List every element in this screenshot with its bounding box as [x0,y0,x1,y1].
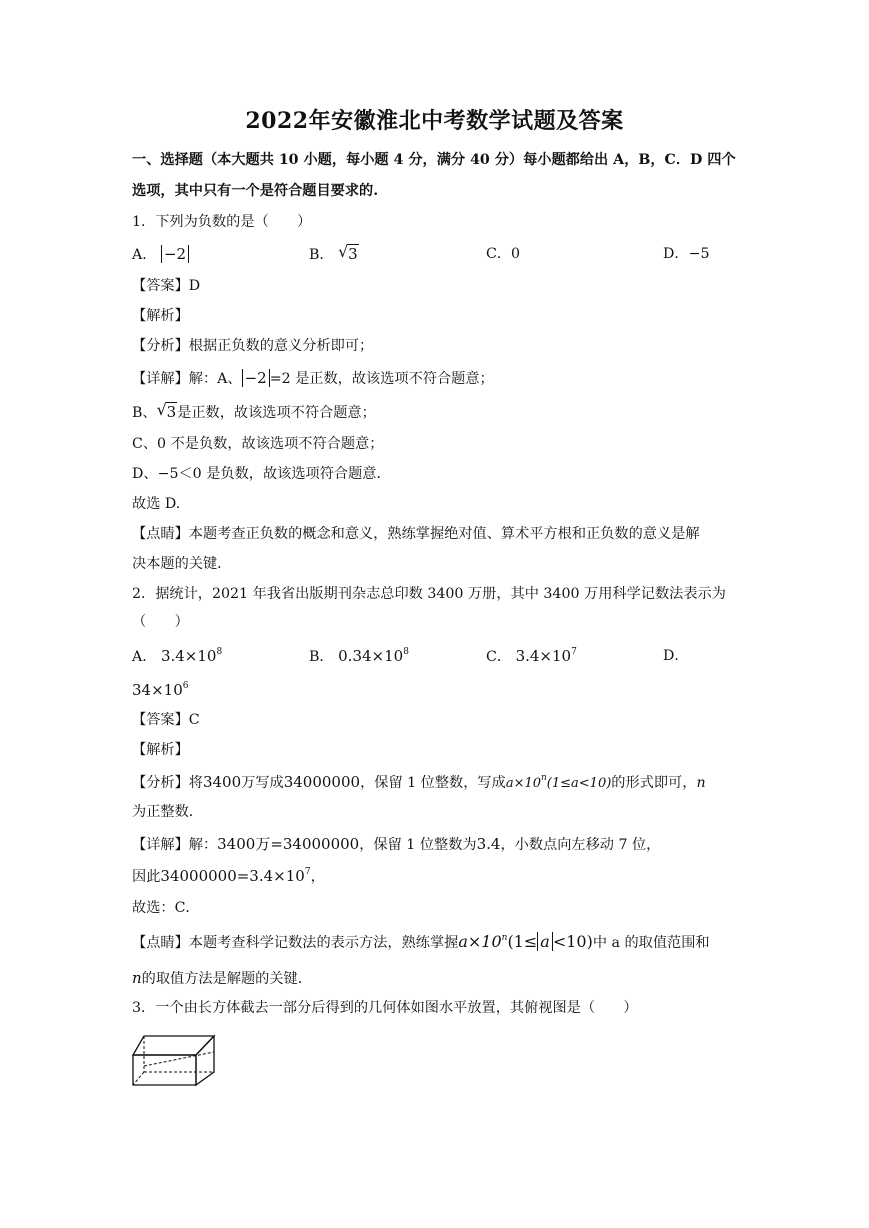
q2-option-b: B． $0.34\times 10^8$ [309,647,409,665]
q2-option-d-value: $34\times 10^6$ [132,681,189,699]
q2-option-d-label: D． [663,648,689,664]
q1-dianjing-line1: 【点睛】本题考查正负数的概念和意义，熟练掌握绝对值、算术平方根和正负数的意义是解 [132,526,700,542]
abs-value: −2 [242,369,270,387]
page-title: 2022年安徽淮北中考数学试题及答案 [245,108,624,134]
q1-line-c: C、0 不是负数，故该选项不符合题意； [132,436,384,452]
q2-choice: 故选：C． [132,900,200,916]
q2-dianjing-line1: 【点睛】本题考查科学记数法的表示方法，熟练掌握$a\times 10^n(1\le a <10)$中 a 的取值范围和 [132,932,710,951]
q2-analysis-label: 【解析】 [132,742,189,758]
q2-answer: 【答案】C [132,712,200,728]
q1-option-b: B． √ 3 [309,242,358,263]
q1-stem: 1．下列为负数的是（ ） [132,214,312,230]
q1-fenxi: 【分析】根据正负数的意义分析即可； [132,338,374,354]
q1-option-a: A． −2 [132,244,189,265]
sqrt-expression: √ 3 [338,242,358,263]
q1-dianjing-line2: 决本题的关键． [132,556,232,572]
q1-answer: 【答案】D [132,278,201,294]
q1-line-b: B、 √ 3是正数，故该选项不符合题意； [132,400,376,421]
q2-option-c: C． $3.4\times 10^7$ [486,647,577,665]
section-heading-line1: 一、选择题（本大题共 10 小题，每小题 4 分，满分 40 分）每小题都给出 A，B，C．D 四个 [132,152,736,168]
q1-option-c: C．0 [486,246,521,262]
q1-choice: 故选 D. [132,496,181,512]
q2-fenxi-line1: 【分析】将3400万写成34000000，保留 1 位整数，写成$a\times 10^n(1\le a<10)$的形式即可，n [132,773,706,791]
q1-xiangjie: 【详解】解：A、 −2 =2 是正数，故该选项不符合题意； [132,369,494,387]
sqrt-expression: √ 3 [156,400,177,421]
q1-option-d: D．−5 [663,246,710,262]
q2-stem-line2: （ ） [132,614,189,630]
q2-xiangjie-line2: 因此$34000000=3.4\times 10^7$， [132,867,325,885]
cuboid-figure [130,1032,220,1088]
q2-fenxi-line2: 为正整数． [132,804,203,820]
q2-xiangjie-line1: 【详解】解：3400万=34000000，保留 1 位整数为3.4，小数点向左移动 7 位， [132,835,661,853]
q2-option-a: A． $3.4\times 10^8$ [132,647,223,665]
q1-analysis-label: 【解析】 [132,308,189,324]
q1-line-d: D、−5＜0 是负数，故该选项符合题意． [132,466,391,482]
q3-stem: 3．一个由长方体截去一部分后得到的几何体如图水平放置，其俯视图是（ ） [132,1000,638,1016]
abs-value: −2 [161,245,189,263]
q2-dianjing-line2: n的取值方法是解题的关键． [132,969,312,987]
section-heading-line2: 选项，其中只有一个是符合题目要求的. [132,183,379,199]
q2-stem-line1: 2．据统计，2021 年我省出版期刊杂志总印数 3400 万册，其中 3400 万用科学记数法表示为 [132,586,726,602]
